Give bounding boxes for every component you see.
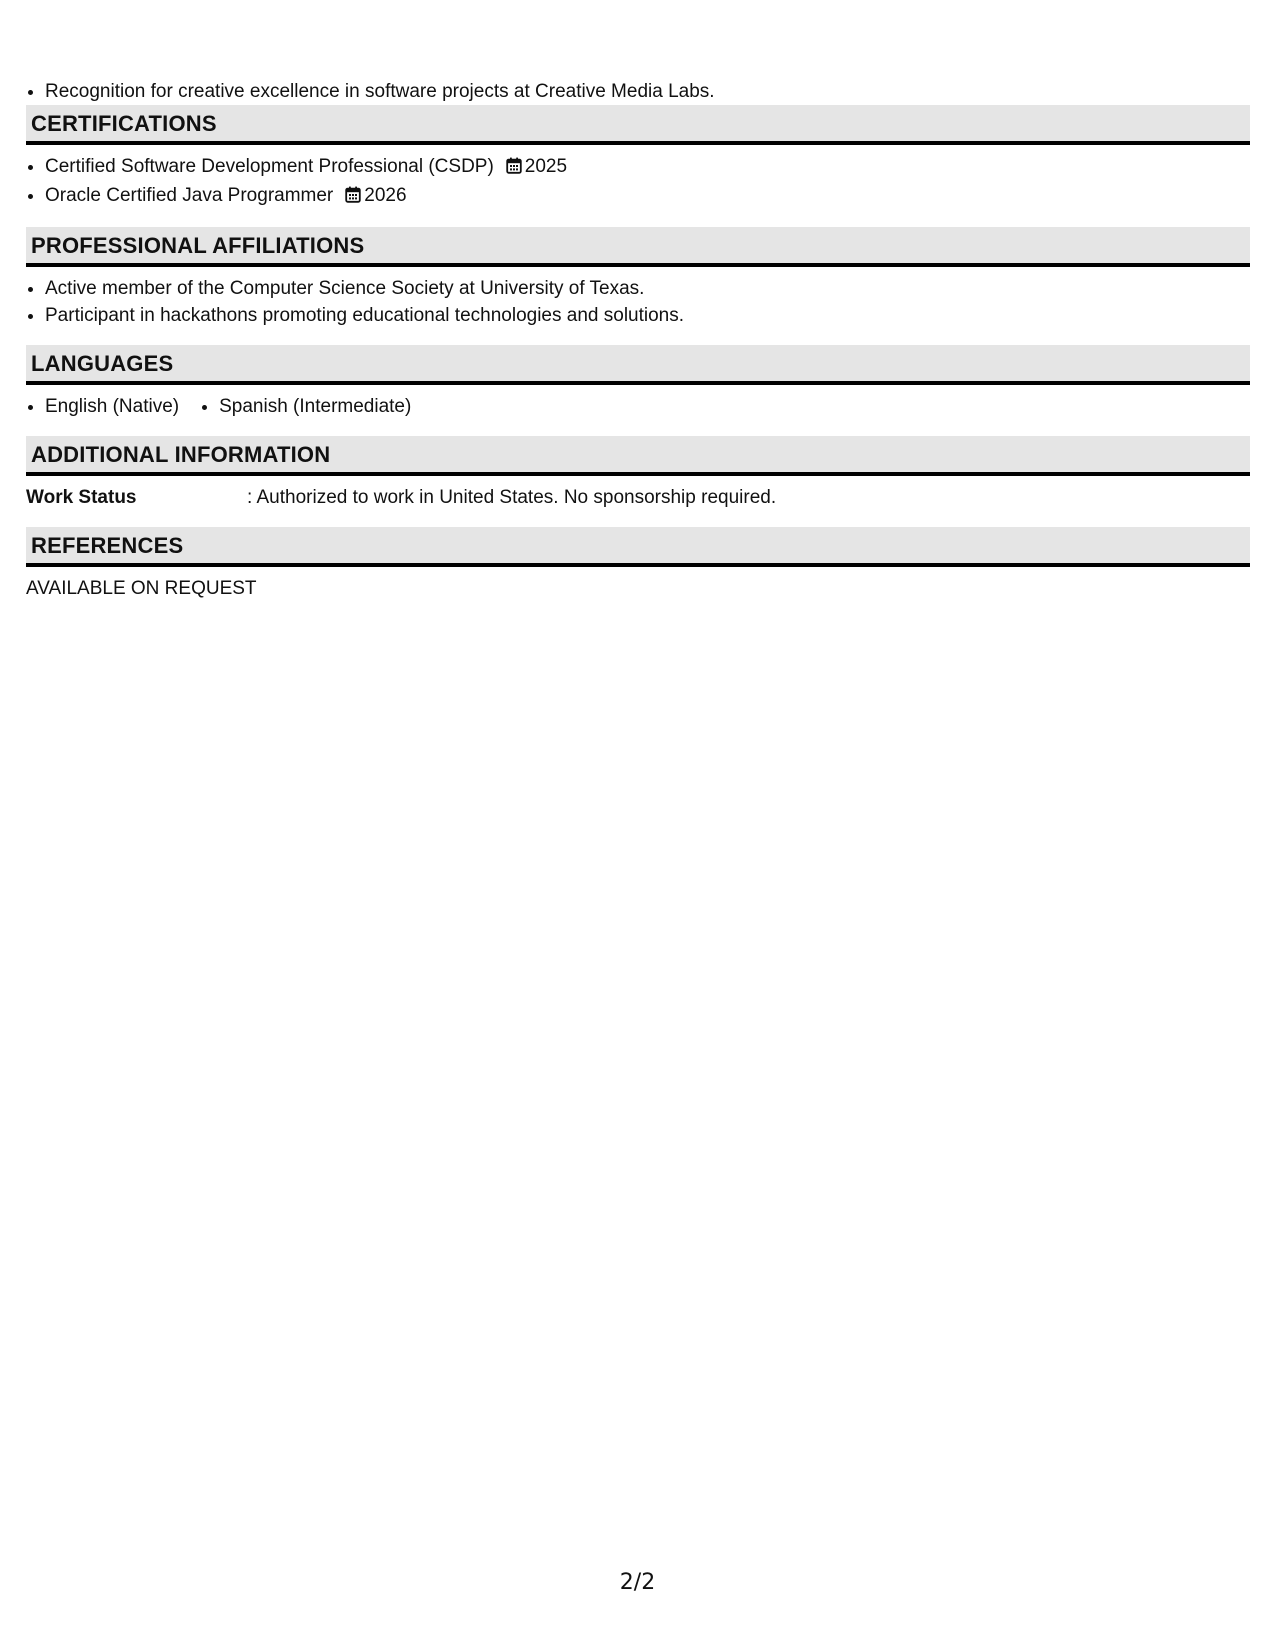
certifications-section: [26, 105, 1250, 211]
affiliations-list: [26, 275, 1250, 329]
section-header: [26, 527, 1250, 567]
list-item: [45, 182, 1250, 211]
page-number: 2/2: [619, 1570, 656, 1595]
affiliations-section: [26, 227, 1250, 329]
languages-list: [26, 393, 1250, 420]
calendar-icon: [345, 184, 361, 211]
section-header: [26, 105, 1250, 145]
work-status-label: Work Status: [26, 487, 137, 508]
certification-name: Oracle Certified Java Programmer: [45, 185, 334, 206]
language-item: • English (Native): [45, 393, 179, 420]
section-header: [26, 345, 1250, 385]
calendar-icon: [506, 155, 522, 182]
section-title: LANGUAGES: [31, 351, 174, 376]
awards-list: [26, 78, 1250, 105]
section-header: [26, 436, 1250, 476]
references-section: [26, 527, 1250, 602]
list-item: • Recognition for creative excellence in software projects at Creative Media Labs.: [45, 78, 1250, 105]
list-item: [45, 153, 1250, 182]
certification-year: 2025: [524, 156, 568, 177]
section-title: ADDITIONAL INFORMATION: [31, 442, 331, 467]
language-item: • Spanish (Intermediate): [219, 393, 411, 420]
work-status-value: : Authorized to work in United States. No sponsorship required.: [247, 487, 777, 508]
certifications-list: [26, 153, 1250, 211]
languages-section: [26, 345, 1250, 420]
section-header: [26, 227, 1250, 267]
work-status-row: [26, 484, 1250, 511]
list-item: • Active member of the Computer Science Society at University of Texas.: [45, 275, 1250, 302]
certification-year: 2026: [364, 185, 407, 206]
additional-information-section: [26, 436, 1250, 511]
certification-name: Certified Software Development Professional (CSDP): [45, 156, 494, 177]
section-title: CERTIFICATIONS: [31, 111, 217, 136]
resume-page: [26, 78, 1250, 618]
section-title: REFERENCES: [31, 533, 184, 558]
references-text: AVAILABLE ON REQUEST: [26, 578, 257, 599]
list-item: • Participant in hackathons promoting educational technologies and solutions.: [45, 302, 1250, 329]
section-title: PROFESSIONAL AFFILIATIONS: [31, 233, 365, 258]
